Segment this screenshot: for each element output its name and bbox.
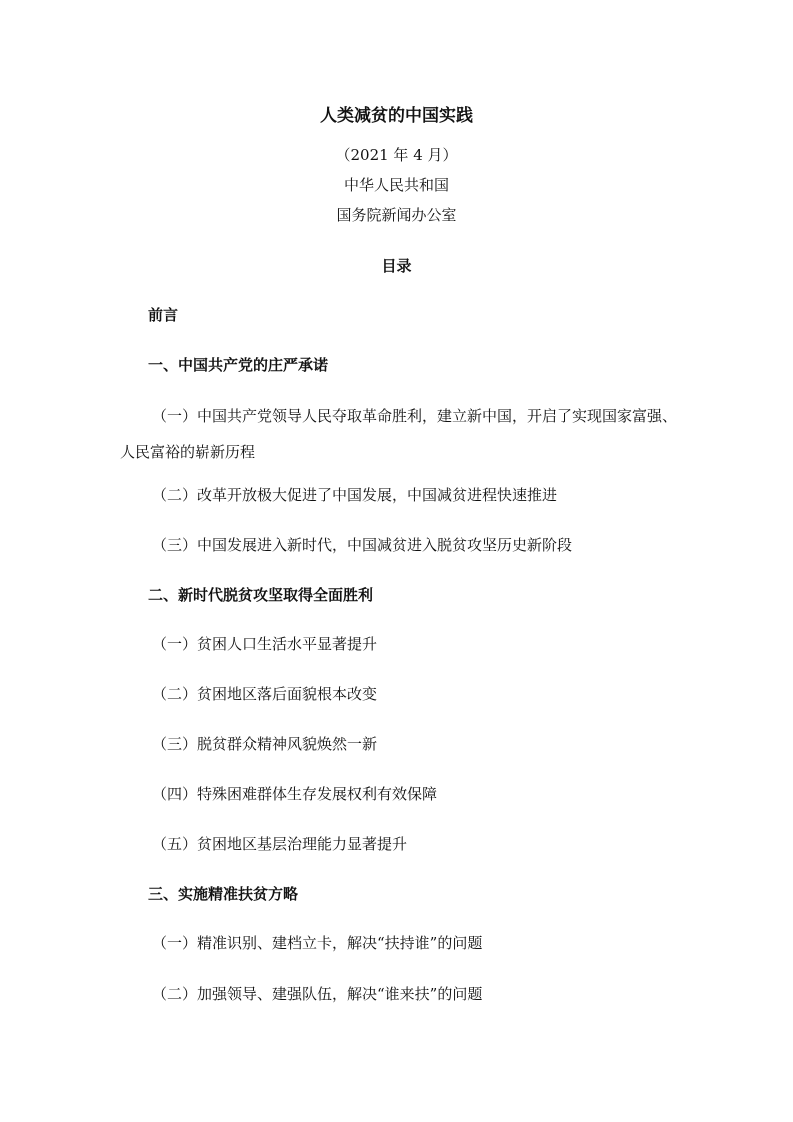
toc-item-2-5: （五）贫困地区基层治理能力显著提升	[152, 835, 408, 853]
toc-section-2: 二、新时代脱贫攻坚取得全面胜利	[148, 586, 374, 604]
toc-preface: 前言	[148, 306, 179, 324]
toc-heading: 目录	[381, 257, 412, 275]
toc-section-3: 三、实施精准扶贫方略	[148, 885, 299, 903]
toc-item-2-3: （三）脱贫群众精神风貌焕然一新	[152, 735, 378, 753]
toc-item-3-1: （一）精准识别、建档立卡，解决“扶持谁”的问题	[152, 934, 483, 952]
toc-item-3-2: （二）加强领导、建强队伍，解决“谁来扶”的问题	[152, 985, 483, 1003]
toc-item-1-2: （二）改革开放极大促进了中国发展，中国减贫进程快速推进	[152, 486, 558, 504]
publish-date: （2021 年 4 月）	[335, 146, 458, 164]
toc-item-1-3: （三）中国发展进入新时代，中国减贫进入脱贫攻坚历史新阶段	[152, 536, 573, 554]
document-title: 人类减贫的中国实践	[320, 106, 473, 126]
toc-item-2-4: （四）特殊困难群体生存发展权利有效保障	[152, 785, 438, 803]
publisher-line-1: 中华人民共和国	[343, 176, 449, 194]
publisher-line-2: 国务院新闻办公室	[336, 206, 457, 224]
toc-item-2-1: （一）贫困人口生活水平显著提升	[152, 635, 378, 653]
toc-section-1: 一、中国共产党的庄严承诺	[148, 356, 329, 374]
toc-item-1-1: （一）中国共产党领导人民夺取革命胜利，建立新中国，开启了实现国家富强、人民富裕的崭新历程	[120, 407, 678, 461]
toc-item-2-2: （二）贫困地区落后面貌根本改变	[152, 685, 378, 703]
